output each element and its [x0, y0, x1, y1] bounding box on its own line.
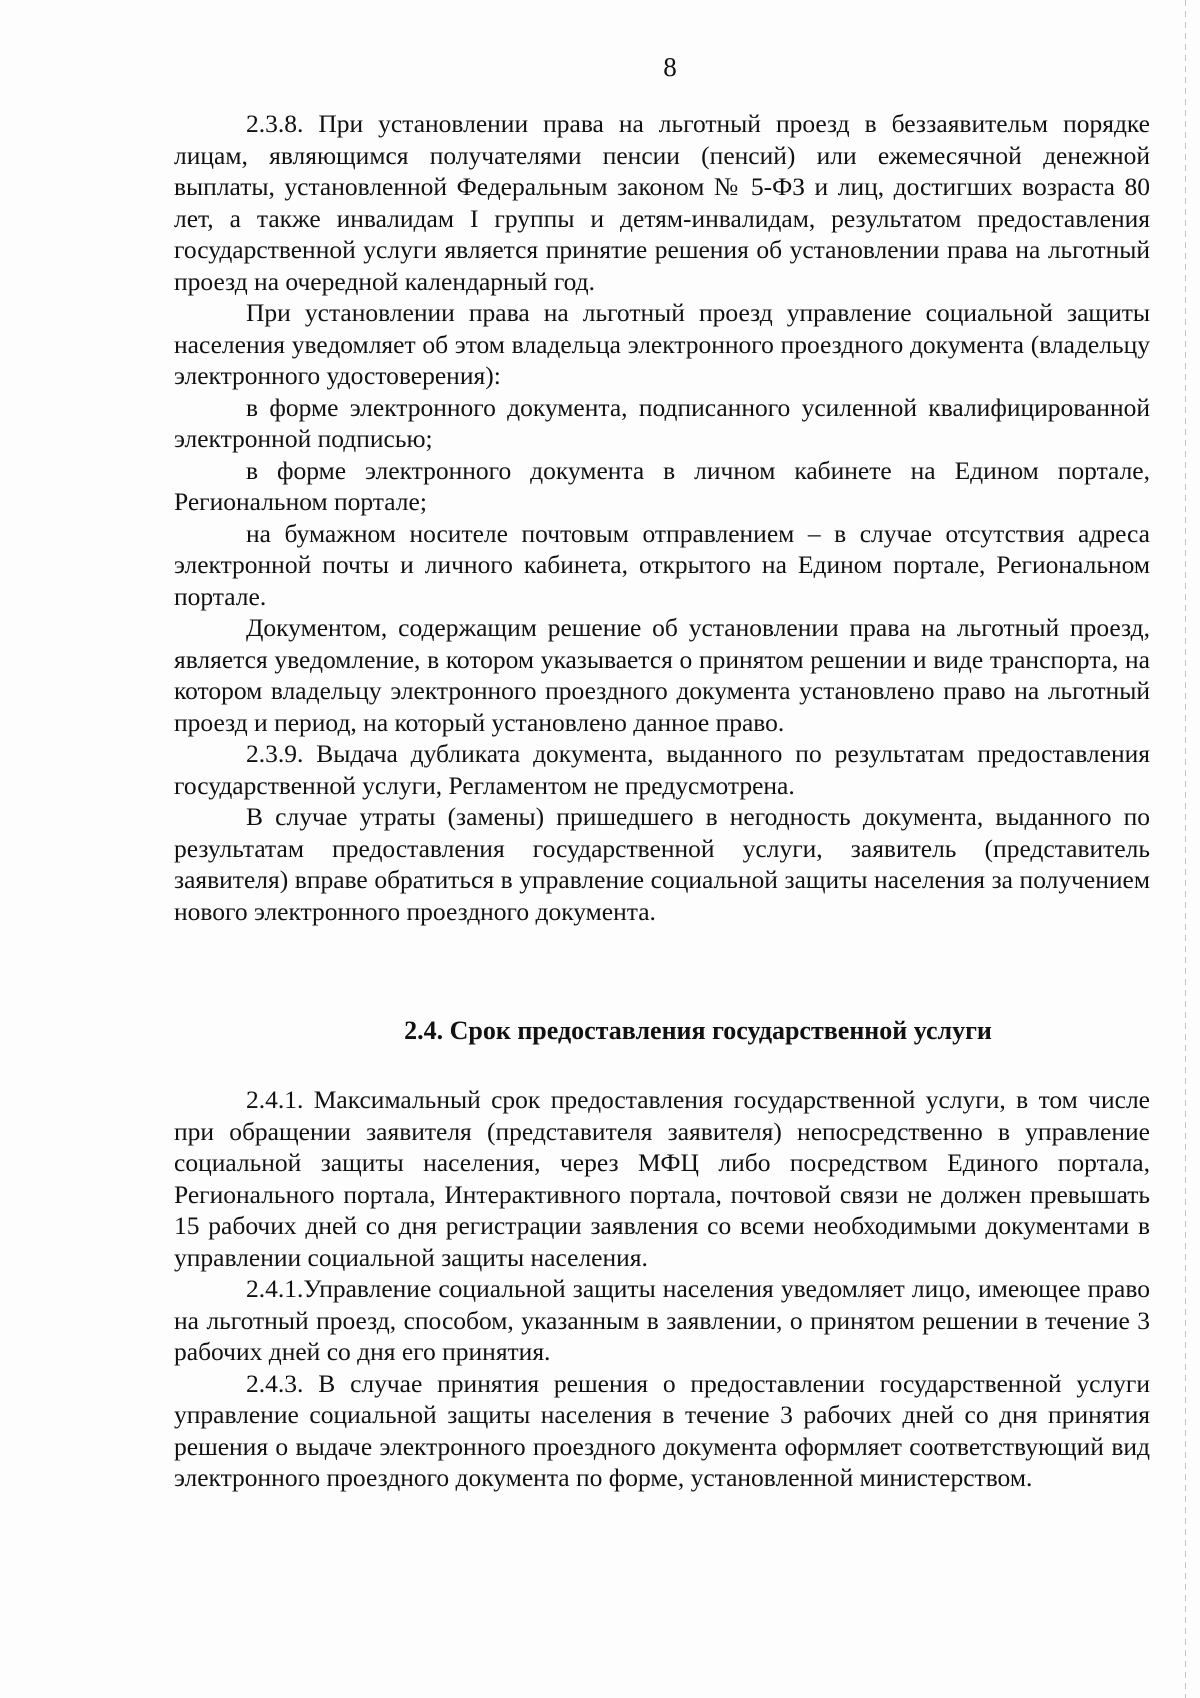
paragraph-2-3-9: 2.3.9. Выдача дубликата документа, выданного по результатам предоставления государственной услуги, Регламентом не предусмотрена. [174, 739, 1150, 800]
page-number: 8 [663, 52, 677, 82]
body-text-top [174, 108, 1150, 927]
paragraph-notification-post: на бумажном носителе почтовым отправлением – в случае отсутствия адреса электронной почты и личного кабинета, открытого на Едином портале, Региональном портале. [174, 518, 1150, 611]
scan-edge-line [1185, 0, 1186, 1698]
paragraph-notification-intro: При установлении права на льготный проезд управление социальной защиты населения уведомляет об этом владельца электронного проездного документа (владельцу электронного удостоверения): [174, 298, 1150, 390]
paragraph-2-4-1: 2.4.1. Максимальный срок предоставления государственной услуги, в том числе при обращении заявителя (представителя заявителя) непосредственно в управление социальной защиты населения, через МФЦ либо посредством Единого портала, Регионального портала, Интерактивного портала, почтовой связи не должен превышать 15 рабочих дней со дня регистрации заявления со всеми необходимыми документами в управлении социальной защиты населения. [174, 1085, 1150, 1272]
section-heading-2-4: 2.4. Срок предоставления государственной услуги [404, 1016, 992, 1045]
paragraph-notification-portal: в форме электронного документа в личном кабинете на Едином портале, Региональном портале; [174, 455, 1150, 516]
body-text-bottom [174, 1084, 1150, 1494]
paragraph-2-4-1-notify: 2.4.1.Управление социальной защиты населения уведомляет лицо, имеющее право на льготный проезд, способом, указанным в заявлении, о принятом решении в течение 3 рабочих дней со дня его принятия. [174, 1274, 1150, 1366]
paragraph-loss-replacement: В случае утраты (замены) пришедшего в негодность документа, выданного по результатам предоставления государственной услуги, заявитель (представитель заявителя) вправе обратиться в управление социальной защиты населения за получением нового электронного проездного документа. [174, 802, 1150, 926]
paragraph-2-4-3: 2.4.3. В случае принятия решения о предоставлении государственной услуги управление социальной защиты населения в течение 3 рабочих дней со дня принятия решения о выдаче электронного проездного документа оформляет соответствующий вид электронного проездного документа по форме, установленной министерством. [174, 1368, 1150, 1492]
paragraph-notification-esign: в форме электронного документа, подписанного усиленной квалифицированной электронной подписью; [174, 392, 1150, 453]
paragraph-2-3-8: 2.3.8. При установлении права на льготный проезд в беззаявительм порядке лицам, являющимся получателями пенсии (пенсий) или ежемесячной денежной выплаты, установленной Федеральным законом № 5-ФЗ и лиц, достигших возраста 80 лет, а также инвалидам I группы и детям-инвалидам, результатом предоставления государственной услуги является принятие решения об установлении права на льготный проезд на очередной календарный год. [174, 109, 1150, 296]
paragraph-decision-document: Документом, содержащим решение об установлении права на льготный проезд, является уведомление, в котором указывается о принятом решении и виде транспорта, на котором владельцу электронного проездного документа установлено право на льготный проезд и период, на который установлено данное право. [174, 613, 1150, 737]
